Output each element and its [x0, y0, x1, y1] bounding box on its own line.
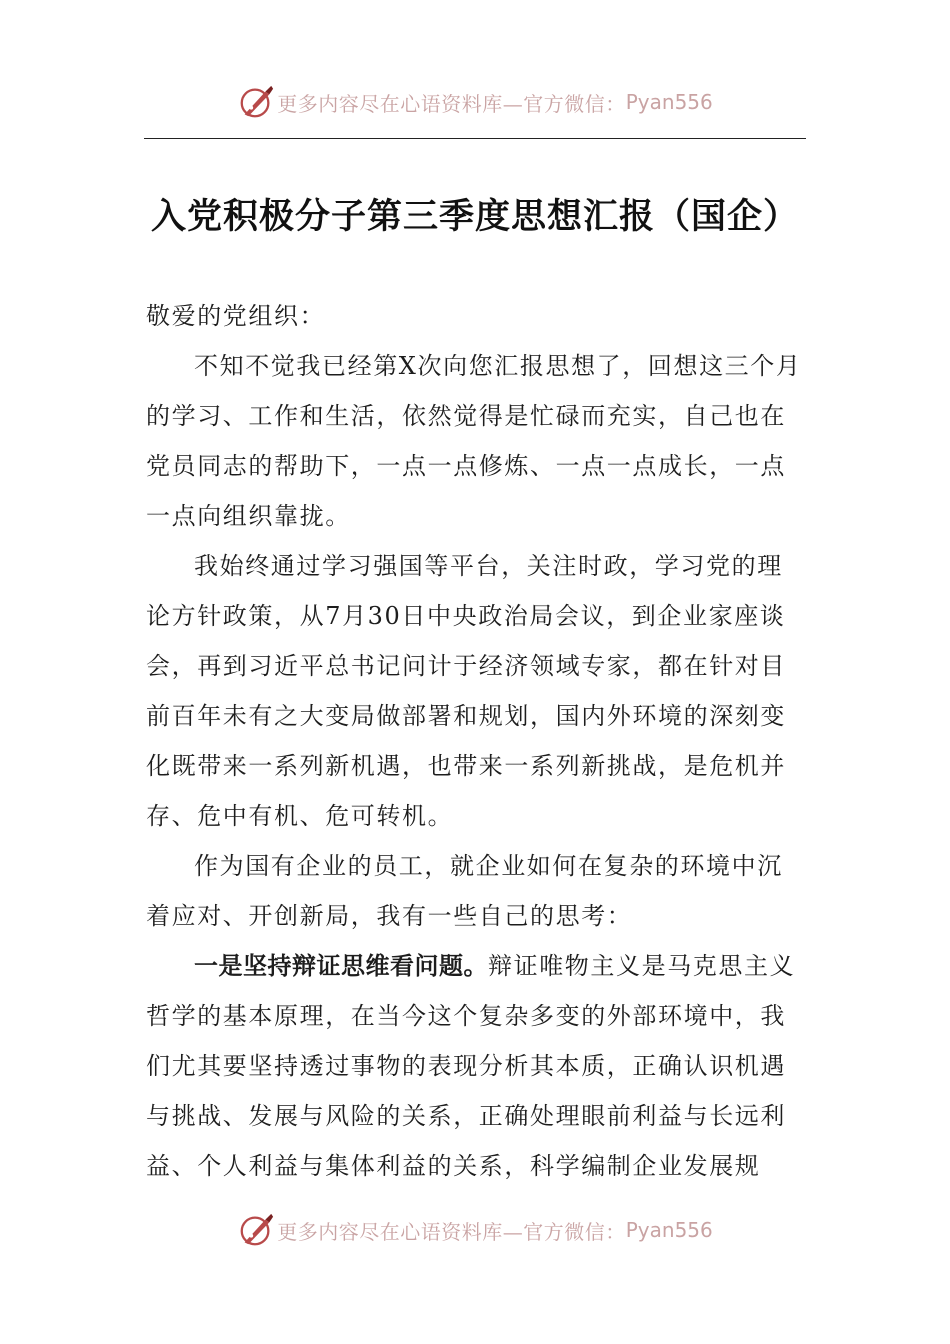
footer-watermark [0, 1208, 950, 1252]
document-title: 入党积极分子第三季度思想汇报（国企） [150, 197, 799, 237]
paragraph-4-body: 辩证唯物主义是马克思主义哲学的基本原理，在当今这个复杂多变的外部环境中，我们尤其要坚持透过事物的表现分析其本质，正确认识机遇与挑战、发展与风险的关系，正确处理眼前利益与长远利益、个人利益与集体利益的关系，科学编制企业发展规 [146, 952, 796, 1180]
paragraph-2: 我始终通过学习强国等平台，关注时政，学习党的理论方针政策，从7月30日中央政治局会议，到企业家座谈会，再到习近平总书记问计于经济领域专家，都在针对目前百年未有之大变局做部署和规划，国内外环境的深刻变化既带来一系列新机遇，也带来一系列新挑战，是危机并存、危中有机、危可转机。 [146, 552, 786, 830]
header-rule [144, 138, 806, 139]
paragraph-1: 不知不觉我已经第X次向您汇报思想了，回想这三个月的学习、工作和生活，依然觉得是忙碌而充实，自己也在党员同志的帮助下，一点一点修炼、一点一点成长，一点一点向组织靠拢。 [146, 352, 802, 530]
document-body [146, 291, 808, 1191]
paragraph-4-lead: 一是坚持辩证思维看问题。 [194, 952, 488, 980]
salutation: 敬爱的党组织： [146, 302, 326, 330]
footer-brand-id: Pyan556 [625, 1218, 713, 1242]
paragraph-3: 作为国有企业的员工，就企业如何在复杂的环境中沉着应对、开创新局，我有一些自己的思考： [146, 852, 783, 930]
pen-circle-icon [237, 1211, 275, 1249]
header-brand-text: 更多内容尽在心语资料库—官方微信： [277, 91, 626, 116]
header-watermark [0, 80, 950, 124]
header-brand-id: Pyan556 [625, 90, 713, 114]
pen-circle-icon [237, 83, 275, 121]
paragraph-4 [146, 941, 808, 1191]
footer-brand-text: 更多内容尽在心语资料库—官方微信： [277, 1219, 626, 1244]
